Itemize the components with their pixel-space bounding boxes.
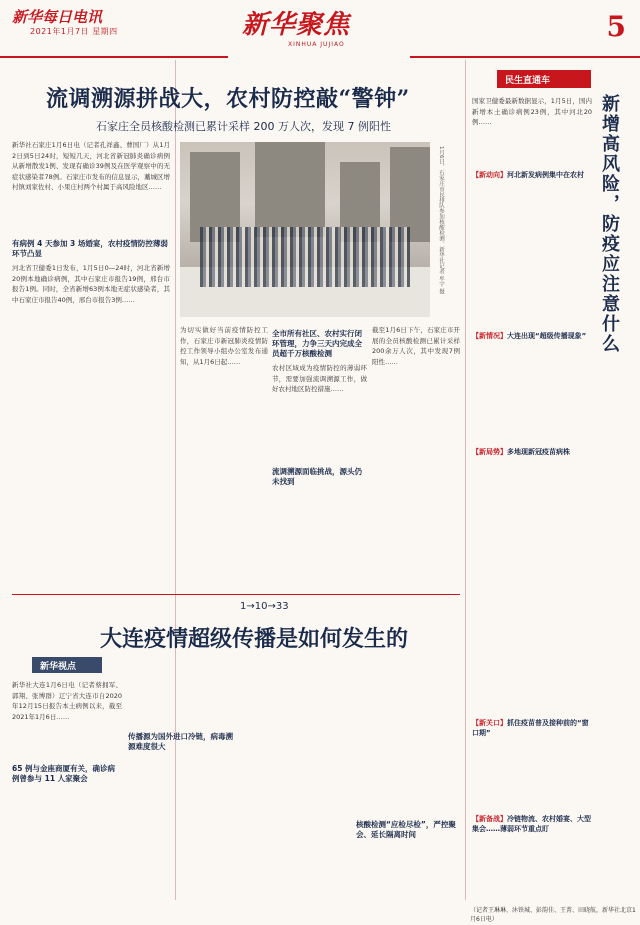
section-logo: 新华聚焦 xyxy=(242,10,351,40)
top-story-section1-head: 有病例 4 天参加 3 场婚宴，农村疫情防控薄弱环节凸显 xyxy=(12,239,168,258)
case-growth-numbers: 1→10→33 xyxy=(240,601,289,612)
photo-caption: 1月6日，石家庄市民排队参加核酸检测。新华社记者 牟宇 摄 xyxy=(438,146,444,294)
second-story-col1 xyxy=(12,680,122,900)
issue-date: 2021年1月7日 星期四 xyxy=(30,27,118,36)
top-story-col4: 截至1月6日下午，石家庄市开展的全员核酸检测已累计采样200余万人次，其中发现7例阳性…… xyxy=(372,326,460,366)
top-story-headline: 流调溯源拼战大，农村防控敲“警钟” xyxy=(46,86,410,112)
masthead xyxy=(0,0,640,58)
top-story-col3: 全市所有社区、农村实行闭环管理，力争三天内完成全员超千万核酸检测 农村区域成为疫情防控的薄弱环节，需要加强流调溯源工作，做好农村地区防控措施…… 流调溯源面临挑战，源头仍未找到 xyxy=(272,329,367,486)
top-story-section2-head: 全市所有社区、农村实行闭环管理，力争三天内完成全员超千万核酸检测 xyxy=(272,329,362,358)
story-divider xyxy=(12,594,460,595)
second-story-section1-head: 65 例与金座商厦有关，确诊病例曾参与 11 人家聚会 xyxy=(12,764,116,783)
footer-credit: （记者王琳琳、沐铁城、彭韵佳、王菁、田晓航，新华社北京1月6日电） xyxy=(470,907,636,923)
second-story-col4 xyxy=(356,680,462,900)
section-banner xyxy=(228,0,410,58)
xinhua-viewpoint-label: 新华视点 xyxy=(32,657,102,673)
page-number: 5 xyxy=(606,10,626,43)
section-logo-subtitle: XINHUA JUJIAO xyxy=(288,41,345,48)
right-column-intro: 国家卫健委最新数据显示，1月5日，国内新增本土确诊病例23例，其中河北20例…… xyxy=(472,97,592,126)
top-story-section3-head: 流调溯源面临挑战，源头仍未找到 xyxy=(272,467,362,486)
right-column-tag: 民生直通车 xyxy=(497,70,591,88)
top-story-body: 河北省卫健委1日发布，1月5日0—24时，河北省新增20例本地确诊病例，其中石家庄市报告19例，邢台市报告1例。同时，全省新增63例本地无症状感染者，其中石家庄市报告40例，邢台市报告3例…… xyxy=(12,264,170,304)
right-column xyxy=(472,96,592,901)
queue-photo xyxy=(180,142,430,317)
crowd-queue xyxy=(200,227,410,287)
right-column-title: 新增高风险，防疫应注意什么 xyxy=(599,94,620,354)
top-story-lead: 新华社石家庄1月6日电（记者孔祥鑫、曹国厂）从1月2日到5日24时，短短几天，河北省新冠肺炎确诊病例从新增散发1例、发现有确诊39例及在医学观察中的无症状感染者78例。石家庄市发布的信息显示，藁城区增村镇刘家佐村、小果庄村两个村属于高风险地区…… xyxy=(12,141,170,191)
top-story-subheadline: 石家庄全员核酸检测已累计采样 200 万人次，发现 7 例阳性 xyxy=(96,120,391,133)
second-story-lead: 新华社大连1月6日电（记者蔡拥军、郭翔、张博群）辽宁省大连市自2020年12月15日报告本土病例以来，截至2021年1月6日…… xyxy=(12,681,122,721)
column-divider xyxy=(465,60,466,900)
right-column-section: 【新情况】大连出现“超级传播现象” xyxy=(472,332,587,340)
second-story-section2-head: 传播源为国外进口冷链，病毒溯源难度很大 xyxy=(128,732,233,751)
second-story-col3 xyxy=(244,680,350,900)
right-column-section: 【新关口】抓住疫苗普及接种前的“窗口期” xyxy=(472,719,589,737)
second-story-col2 xyxy=(128,680,238,900)
right-column-section: 【新备战】冷链物流、农村婚宴、大型集会……薄弱环节重点盯 xyxy=(472,815,591,833)
second-story-headline: 大连疫情超级传播是如何发生的 xyxy=(100,626,409,652)
right-column-section: 【新局势】多地现新冠疫苗病株 xyxy=(472,448,570,456)
right-column-section: 【新动向】河北新发病例集中在农村 xyxy=(472,171,584,179)
newspaper-brand: 新华每日电讯 xyxy=(12,8,103,26)
top-story-col2: 为切实做好当前疫情防控工作，石家庄市新冠肺炎疫情防控工作领导小组办公室发布通知，从1月6日起…… xyxy=(180,326,268,366)
second-story-section3-head: 核酸检测“应检尽检”，严控聚会、延长隔离时间 xyxy=(356,820,456,839)
top-story-col1 xyxy=(12,140,170,590)
